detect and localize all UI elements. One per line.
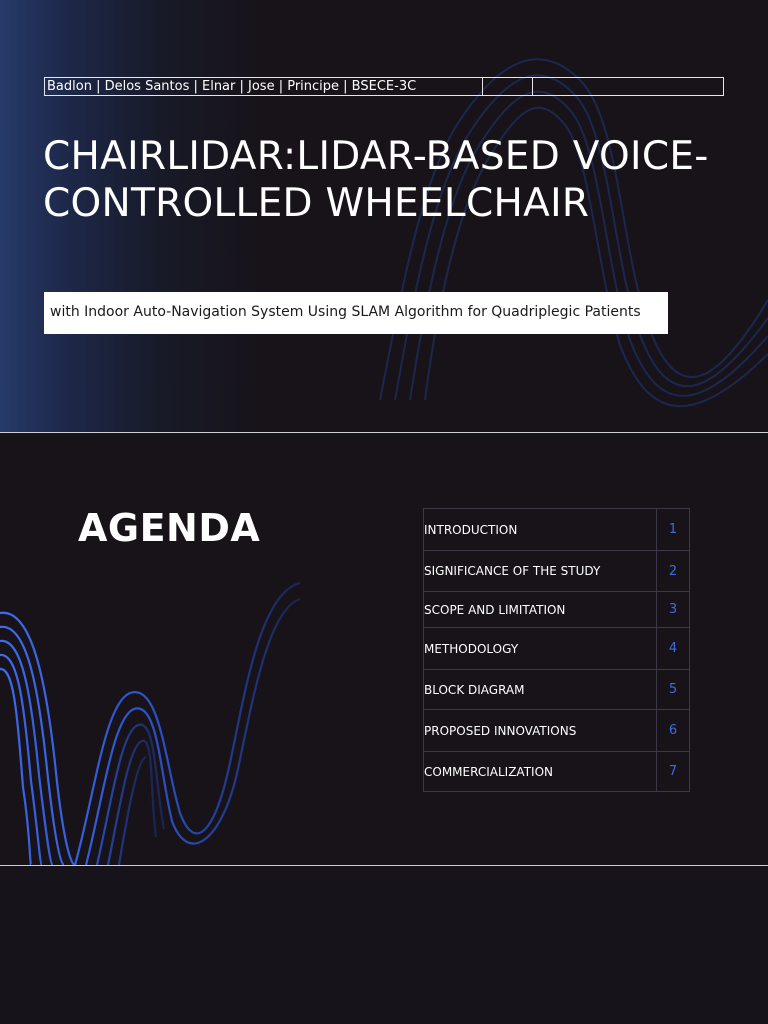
- agenda-item-label: METHODOLOGY: [424, 628, 657, 670]
- slide-title: CHAIRLIDAR:LIDAR-BASED VOICE-CONTROLLED WHEELCHAIR: [43, 134, 709, 226]
- subtitle-text: with Indoor Auto-Navigation System Using SLAM Algorithm for Quadriplegic Patients: [50, 304, 641, 320]
- authors-text: Badlon | Delos Santos | Elnar | Jose | Principe | BSECE-3C: [47, 79, 417, 94]
- agenda-row: [424, 752, 690, 792]
- agenda-item-number: 5: [657, 670, 690, 710]
- agenda-heading: AGENDA: [78, 506, 261, 550]
- agenda-item-label: INTRODUCTION: [424, 509, 657, 551]
- agenda-item-number: 7: [657, 752, 690, 792]
- agenda-item-label: SCOPE AND LIMITATION: [424, 592, 657, 628]
- agenda-item-number: 2: [657, 551, 690, 592]
- agenda-table: [423, 508, 690, 792]
- blank-page-area: [0, 866, 768, 1024]
- agenda-item-label: BLOCK DIAGRAM: [424, 670, 657, 710]
- agenda-row: [424, 551, 690, 592]
- title-slide: [0, 0, 768, 432]
- subtitle-box: [44, 292, 668, 334]
- agenda-item-label: SIGNIFICANCE OF THE STUDY: [424, 551, 657, 592]
- agenda-row: [424, 670, 690, 710]
- agenda-row: [424, 592, 690, 628]
- agenda-item-label: PROPOSED INNOVATIONS: [424, 710, 657, 752]
- agenda-row: [424, 509, 690, 551]
- authors-bar: [44, 77, 724, 96]
- agenda-row: [424, 710, 690, 752]
- wave-decoration-agenda: [0, 433, 420, 865]
- agenda-slide: [0, 433, 768, 865]
- agenda-item-number: 4: [657, 628, 690, 670]
- agenda-row: [424, 628, 690, 670]
- authors-divider: [532, 78, 533, 95]
- authors-divider: [482, 78, 483, 95]
- agenda-item-number: 1: [657, 509, 690, 551]
- agenda-item-number: 6: [657, 710, 690, 752]
- agenda-item-number: 3: [657, 592, 690, 628]
- agenda-item-label: COMMERCIALIZATION: [424, 752, 657, 792]
